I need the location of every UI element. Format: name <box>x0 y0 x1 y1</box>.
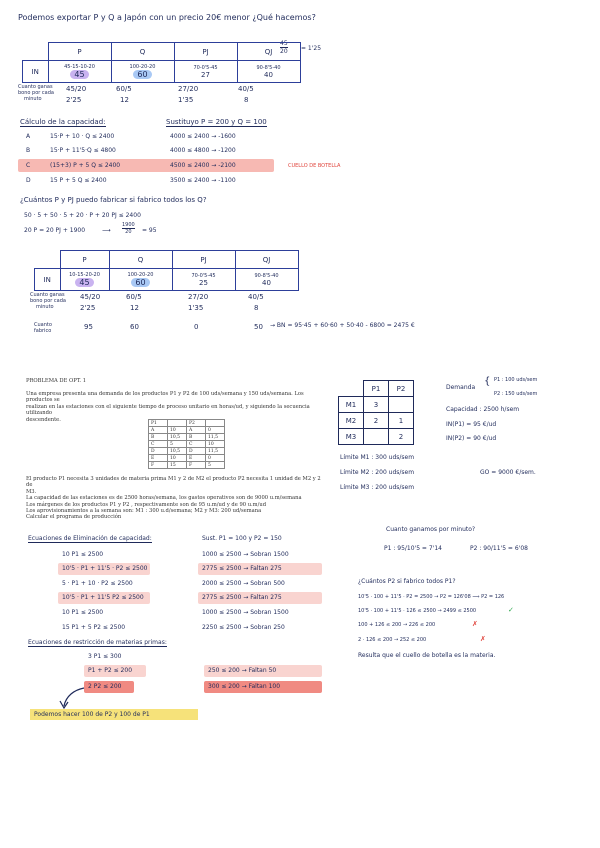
table1-formula-qj: 90-8'5-40 <box>256 64 281 71</box>
metrics2-r1-qj: 40/5 <box>248 293 264 301</box>
ptab-header-1: P1 <box>149 420 168 427</box>
problem-time-table <box>148 419 225 469</box>
ptab-cell: C <box>187 441 206 448</box>
capacity-row-b <box>20 145 290 157</box>
conclusion-highlight <box>30 709 198 720</box>
conclusion-text: Podemos hacer 100 de P2 y 100 de P1 <box>34 711 150 718</box>
problem-text2-line-2: M3. <box>26 488 37 495</box>
capacity-row-d-left: 15 P + 5 Q ≤ 2400 <box>50 177 107 184</box>
capacity-row-c-left: (15+3) P + 5 Q ≤ 2400 <box>50 162 121 169</box>
metrics2-r1-q: 60/5 <box>126 293 142 301</box>
metrics1-label <box>18 84 54 102</box>
metrics2-r3-qj: 50 <box>254 323 263 331</box>
ptab-cell: 11,5 <box>206 448 225 455</box>
cap-elim-row-5-right: 1000 ≤ 2500 → Sobran 1500 <box>202 609 289 616</box>
cap-elim-row-3-right: 2000 ≤ 2500 → Sobran 500 <box>202 580 285 587</box>
table1-header-p: P <box>48 43 111 61</box>
net-profit: → BN = 95·45 + 60·60 + 50·40 - 6800 = 2475 € <box>270 322 415 329</box>
material-grid-label-m2: M2 <box>339 413 364 429</box>
metrics2-label-line1: Cuanto ganas <box>30 292 65 298</box>
capacity-row-b-left: 15·P + 11'5·Q ≤ 4800 <box>50 147 116 154</box>
problem-text-line-1: Una empresa presenta una demanda de los productos P1 y P2 de 100 uds/semana y 150 uds/semana. Los productos se <box>26 391 304 404</box>
capacity-row-c-right: 4500 ≤ 2400 → -2100 <box>170 162 236 169</box>
material-grid-label-m3: M3 <box>339 429 364 445</box>
brace-icon: { <box>484 376 491 387</box>
metrics2-label <box>30 292 66 310</box>
table1-formula-p: 45-15-10-20 <box>64 64 95 70</box>
q2-line-3: 100 + 126 ≤ 200 → 226 ≤ 200 <box>358 622 436 628</box>
q2-result: Resulta que el cuello de botella es la materia. <box>358 652 496 659</box>
table2-header-q: Q <box>109 251 172 269</box>
material-grid-cell: 2 <box>389 429 414 445</box>
ptab-cell: 10 <box>168 427 187 434</box>
metrics2-r2-q: 12 <box>130 304 139 312</box>
table2-row-label: IN <box>35 269 61 291</box>
cap-elim-row-4-left-bg <box>58 592 150 604</box>
table2-cell-q <box>109 269 172 291</box>
equation-2-left: 20 P = 20 PJ + 1900 <box>24 227 86 234</box>
page-title: Podemos exportar P y Q a Japón con un precio 20€ menor ¿Qué hacemos? <box>18 13 316 22</box>
metrics1-r1-p: 45/20 <box>66 85 87 93</box>
q2-line-4: 2 · 126 ≤ 200 → 252 ≤ 200 <box>358 637 427 643</box>
material-grid-label-m1: M1 <box>339 397 364 413</box>
problem-text2-line-5: Los aprovisionamientos a la semana son: M1 : 300 u.d/semana; M2 y M3: 200 ud/semana <box>26 508 262 515</box>
material-grid-cell <box>364 429 389 445</box>
materials-row-2-left-bg <box>84 665 146 677</box>
capacity-info: Capacidad : 2500 h/sem <box>446 406 520 413</box>
equation-2-result: = 95 <box>142 227 157 234</box>
materials-row-3-left-bg <box>84 681 134 693</box>
ptab-cell: D <box>187 448 206 455</box>
ptab-cell: E <box>149 455 168 462</box>
per-minute-p1: P1 : 95/10'5 = 7'14 <box>384 545 442 552</box>
ptab-cell: 5 <box>206 462 225 469</box>
metrics1-r1-qj: 40/5 <box>238 85 254 93</box>
metrics1-label-line2: bono por cada <box>18 90 54 96</box>
materials-row-3-right: 300 ≤ 200 → Faltan 100 <box>208 683 281 690</box>
material-grid-cell: 2 <box>364 413 389 429</box>
table1-cell-pj <box>174 61 237 83</box>
product-table-2 <box>34 250 299 291</box>
capacity-row-b-label: B <box>26 147 31 154</box>
materials-header: Ecuaciones de restricción de materias primas: <box>28 639 167 646</box>
cap-elim-row-2-right-bg <box>198 563 322 575</box>
ptab-cell: B <box>187 434 206 441</box>
problem-text2-line-6: Calcular el programa de producción <box>26 514 122 521</box>
material-grid-cell <box>389 397 414 413</box>
q2-line-1: 10'5 · 100 + 11'5 · P2 = 2500 → P2 = 126'08 ⟹ P2 = 126 <box>358 594 505 600</box>
demand-label: Demanda <box>446 384 476 391</box>
margin-p2: IN(P2) = 90 €/ud <box>446 435 497 442</box>
table2-header-pj: PJ <box>172 251 235 269</box>
table1-cell-p <box>48 61 111 83</box>
operating-costs: GO = 9000 €/sem. <box>480 469 536 476</box>
ptab-row <box>149 427 225 434</box>
material-grid-cell: 3 <box>364 397 389 413</box>
material-grid-header-p1: P1 <box>364 381 389 397</box>
limit-m1: Límite M1 : 300 uds/sem <box>340 454 415 461</box>
product-table-1 <box>22 42 301 83</box>
metrics2-r3-p: 95 <box>84 323 93 331</box>
cap-elim-row-5-left: 10 P1 ≤ 2500 <box>62 609 104 616</box>
table2-value-p: 45 <box>75 278 93 287</box>
cap-elim-row-6-right: 2250 ≤ 2500 → Sobran 250 <box>202 624 285 631</box>
ptab-cell: C <box>149 441 168 448</box>
metrics2-r1-pj: 27/20 <box>188 293 209 301</box>
bottleneck-note: CUELLO DE BOTELLA <box>288 163 341 169</box>
ptab-cell: 0 <box>206 455 225 462</box>
ptab-header-2 <box>168 420 187 427</box>
table1-formula-q: 100-20-20 <box>129 64 156 70</box>
table2-formula-pj: 70-0'5-45 <box>191 272 216 279</box>
cap-elim-row-1-right: 1000 ≤ 2500 → Sobran 1500 <box>202 551 289 558</box>
capacity-row-a-right: 4000 ≤ 2400 → -1600 <box>170 133 236 140</box>
equation-2-den: 20 <box>125 229 132 235</box>
equation-1: 50 · 5 + 50 · 5 + 20 · P + 20 PJ ≤ 2400 <box>24 212 141 219</box>
table1-value-q: 60 <box>133 70 151 79</box>
ptab-cell: 10,5 <box>168 434 187 441</box>
cross-icon: ✗ <box>480 635 486 643</box>
cap-elim-row-1-left: 10 P1 ≤ 2500 <box>62 551 104 558</box>
metrics1-r2-qj: 8 <box>244 96 249 104</box>
table2-value-qj: 40 <box>262 278 271 287</box>
cap-elim-row-2-left: 10'5 · P1 + 11'5 · P2 ≤ 2500 <box>62 565 148 572</box>
table2-cell-qj <box>235 269 298 291</box>
cap-elim-subst: Sust. P1 = 100 y P2 = 150 <box>202 535 282 542</box>
metrics2-r3-q: 60 <box>130 323 139 331</box>
ptab-cell: 11,5 <box>206 434 225 441</box>
ptab-cell: 10 <box>168 455 187 462</box>
ptab-cell: 10 <box>206 441 225 448</box>
table2-formula-q: 100-20-20 <box>127 272 154 278</box>
metrics1-r2-pj: 1'35 <box>178 96 194 104</box>
problem-text-line-3: descendente. <box>26 416 61 423</box>
problem-text2-line-3: La capacidad de las estaciones es de 2500 horas/semana, los gastos operativos son de 9000 u.m/semana <box>26 495 302 502</box>
materials-row-1-left: 3 P1 ≤ 300 <box>88 653 122 660</box>
metrics1-label-line1: Cuanto ganas <box>18 84 53 90</box>
metrics1-r1-pj: 27/20 <box>178 85 199 93</box>
metrics2-r2-pj: 1'35 <box>188 304 204 312</box>
ptab-row <box>149 434 225 441</box>
ptab-cell: F <box>149 462 168 469</box>
metrics2-label-line5: fabrico <box>34 328 52 334</box>
ptab-cell: 15 <box>168 462 187 469</box>
table2-value-q: 60 <box>131 278 149 287</box>
check-icon: ✓ <box>508 606 514 614</box>
ptab-cell: D <box>149 448 168 455</box>
cap-elim-header: Ecuaciones de Eliminación de capacidad: <box>28 535 152 542</box>
ptab-row <box>149 462 225 469</box>
material-grid-cell: 1 <box>389 413 414 429</box>
ptab-cell: 5 <box>168 441 187 448</box>
table2-header-qj: QJ <box>235 251 298 269</box>
table2-cell-pj <box>172 269 235 291</box>
capacity-row-d-label: D <box>26 177 31 184</box>
materials-row-2-left: P1 + P2 ≤ 200 <box>88 667 133 674</box>
ptab-cell: B <box>149 434 168 441</box>
materials-row-3-left: 2 P2 ≤ 200 <box>88 683 122 690</box>
limit-m2: Límite M2 : 200 uds/sem <box>340 469 415 476</box>
ptab-cell: A <box>187 427 206 434</box>
metrics2-r1-p: 45/20 <box>80 293 101 301</box>
metrics1-r1-q: 60/5 <box>116 85 132 93</box>
capacity-header-left: Cálculo de la capacidad: <box>20 118 106 126</box>
problem-text2-line-1: El producto P1 necesita 3 unidades de materia prima M1 y 2 de M2 el producto P2 necesita 1 unidad de M2 y 2 de <box>26 476 321 489</box>
equation-2-num: 1900 <box>122 222 135 228</box>
side-calc-eq: = 1'25 <box>301 45 322 52</box>
capacity-row-c <box>18 159 274 172</box>
table1-header-q: Q <box>111 43 174 61</box>
table1-cell-q <box>111 61 174 83</box>
table2-formula-p: 10-15-20-20 <box>69 272 100 278</box>
metrics2-r2-qj: 8 <box>254 304 259 312</box>
metrics1-label-line3: minuto <box>24 96 42 102</box>
q2-title: ¿Cuántos P2 si fabrico todos P1? <box>358 578 456 585</box>
metrics2-r3-pj: 0 <box>194 323 199 331</box>
table1-cell-qj <box>237 61 300 83</box>
metrics2-label-line4: Cuanto <box>34 322 52 328</box>
materials-row-3-right-bg <box>204 681 322 693</box>
arrow-icon: ⟶ <box>102 227 111 234</box>
side-calc-num: 45 <box>280 40 288 47</box>
materials-row-2-right: 250 ≤ 200 → Faltan 50 <box>208 667 277 674</box>
table2-formula-qj: 90-8'5-40 <box>254 272 279 279</box>
demand-p1: P1 : 100 uds/sem <box>494 377 538 383</box>
capacity-row-a-label: A <box>26 133 31 140</box>
metrics2-r2-p: 2'25 <box>80 304 96 312</box>
cap-elim-row-6-left: 15 P1 + 5 P2 ≤ 2500 <box>62 624 126 631</box>
capacity-header-right: Sustituyo P = 200 y Q = 100 <box>166 118 267 126</box>
ptab-header-3: P2 <box>187 420 206 427</box>
cap-elim-row-3-left: 5 · P1 + 10 · P2 ≤ 2500 <box>62 580 133 587</box>
problem-text2-line-4: Los márgenes de los productos P1 y P2 , respectivamente son de 95 u.m/ud y de 90 u.m/ud <box>26 501 267 508</box>
metrics2-label-line2: bono por cada <box>30 298 66 304</box>
material-grid-corner <box>339 381 364 397</box>
per-minute-p2: P2 : 90/11'5 = 6'08 <box>470 545 528 552</box>
material-grid <box>338 380 414 445</box>
table1-header-pj: PJ <box>174 43 237 61</box>
capacity-row-c-label: C <box>26 162 31 169</box>
cap-elim-row-4-left: 10'5 · P1 + 11'5 P2 ≤ 2500 <box>62 594 144 601</box>
side-calc-den: 20 <box>280 48 288 55</box>
demand-p2: P2 : 150 uds/sem <box>494 391 538 397</box>
capacity-row-d <box>20 175 290 187</box>
per-minute-question: Cuanto ganamos por minuto? <box>386 526 476 533</box>
ptab-cell: F <box>187 462 206 469</box>
cap-elim-row-4-right-bg <box>198 592 322 604</box>
capacity-row-d-right: 3500 ≤ 2400 → -1100 <box>170 177 236 184</box>
problem-text-2 <box>26 476 326 521</box>
question-1: ¿Cuántos P y PJ puedo fabricar si fabrico todos los Q? <box>20 196 207 204</box>
capacity-row-a <box>20 131 290 143</box>
metrics2-label-line3: minuto <box>36 304 54 310</box>
cap-elim-row-2-left-bg <box>58 563 150 575</box>
ptab-row <box>149 441 225 448</box>
cross-icon: ✗ <box>472 620 478 628</box>
table1-row-label: IN <box>23 61 49 83</box>
metrics1-r2-p: 2'25 <box>66 96 82 104</box>
ptab-cell: E <box>187 455 206 462</box>
cap-elim-row-2-right: 2775 ≤ 2500 → Faltan 275 <box>202 565 282 572</box>
limit-m3: Límite M3 : 200 uds/sem <box>340 484 415 491</box>
materials-row-2-right-bg <box>204 665 322 677</box>
material-grid-header-p2: P2 <box>389 381 414 397</box>
capacity-row-a-left: 15·P + 10 · Q ≤ 2400 <box>50 133 115 140</box>
problem-text-line-2: realizan en las estaciones con el siguiente tiempo de proceso unitario en horas/ud, y siguiendo la secuencia utilizando <box>26 403 310 417</box>
table1-value-qj: 40 <box>264 70 273 79</box>
metrics2-fabrico-label <box>34 322 52 334</box>
equation-2-fraction <box>122 222 135 235</box>
table2-header-p: P <box>60 251 109 269</box>
problem-title: PROBLEMA DE OPT. 1 <box>26 378 87 384</box>
capacity-row-b-right: 4000 ≤ 4800 → -1200 <box>170 147 236 154</box>
table1-value-pj: 27 <box>201 70 210 79</box>
ptab-header-4 <box>206 420 225 427</box>
table2-value-pj: 25 <box>199 278 208 287</box>
metrics1-r2-q: 12 <box>120 96 129 104</box>
cap-elim-row-4-right: 2775 ≤ 2500 → Faltan 275 <box>202 594 282 601</box>
table1-header-qj: QJ <box>237 43 300 61</box>
ptab-row <box>149 448 225 455</box>
table1-formula-pj: 70-0'5-45 <box>193 64 218 71</box>
ptab-cell: 10,5 <box>168 448 187 455</box>
table2-cell-p <box>60 269 109 291</box>
q2-line-2: 10'5 · 100 + 11'5 · 126 ≤ 2500 → 2499 ≤ 2500 <box>358 608 477 614</box>
margin-p1: IN(P1) = 95 €/ud <box>446 421 497 428</box>
ptab-cell: A <box>149 427 168 434</box>
table1-value-p: 45 <box>70 70 88 79</box>
ptab-row <box>149 455 225 462</box>
ptab-cell: 0 <box>206 427 225 434</box>
